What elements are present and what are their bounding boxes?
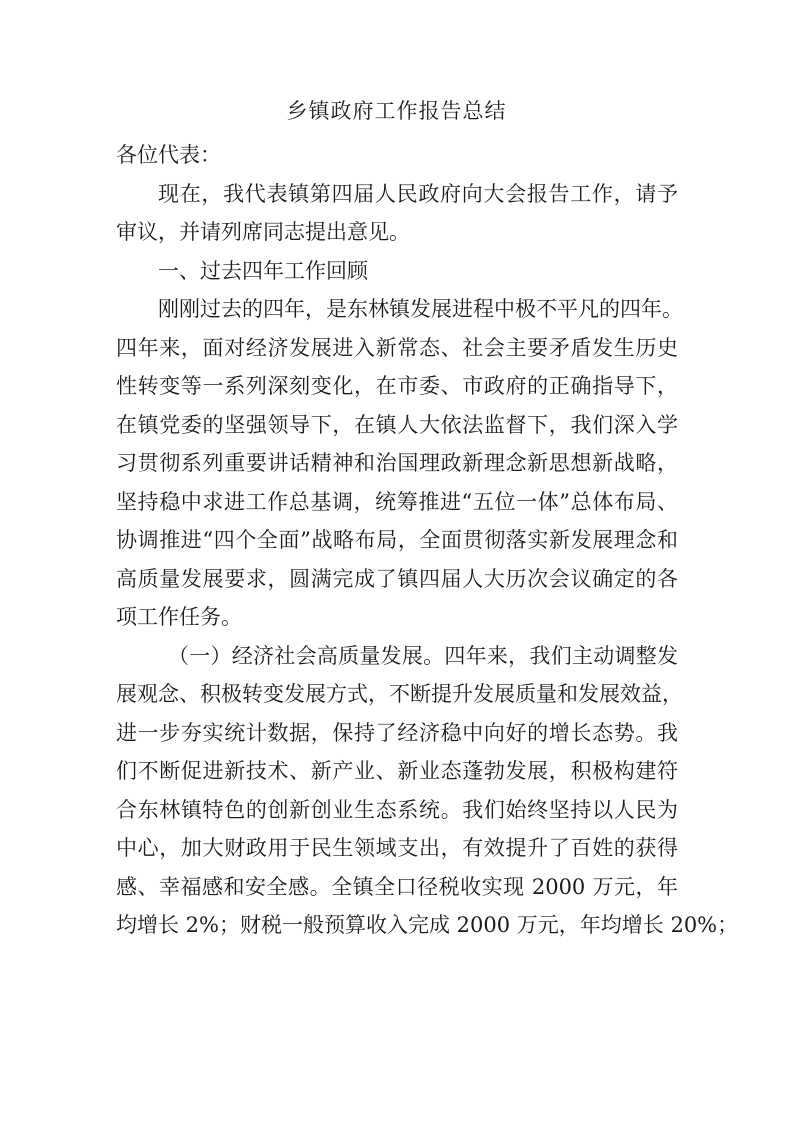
body-line: 一、过去四年工作回顾 <box>158 258 368 283</box>
body-line: 刚刚过去的四年，是东林镇发展进程中极不平凡的四年。 <box>158 297 683 321</box>
document-title: 乡镇政府工作报告总结 <box>286 99 507 123</box>
document-body <box>116 136 739 945</box>
body-line: 各位代表： <box>116 143 221 167</box>
body-line: 现在，我代表镇第四届人民政府向大会报告工作，请予 <box>158 181 678 206</box>
body-line: 项工作任务。 <box>116 605 242 629</box>
body-line: 中心，加大财政用于民生领域支出，有效提升了百姓的获得 <box>116 836 678 860</box>
body-line: 们不断促进新技术、新产业、新业态蓬勃发展，积极构建符 <box>116 759 678 783</box>
body-line: 感、幸福感和安全感。全镇全口径税收实现 2000 万元，年 <box>116 874 678 899</box>
body-line: 性转变等一系列深刻变化，在市委、市政府的正确指导下， <box>116 374 678 398</box>
body-line: 在镇党委的坚强领导下，在镇人大依法监督下，我们深入学 <box>116 412 678 437</box>
body-line: 四年来，面对经济发展进入新常态、社会主要矛盾发生历史 <box>116 335 678 360</box>
body-line: 均增长 2%；财税一般预算收入完成 2000 万元，年均增长 20%； <box>116 913 739 937</box>
body-line: 合东林镇特色的创新创业生态系统。我们始终坚持以人民为 <box>116 797 678 822</box>
body-line: 习贯彻系列重要讲话精神和治国理政新理念新思想新战略， <box>116 451 678 475</box>
body-line: 展观念、积极转变发展方式，不断提升发展质量和发展效益， <box>116 682 683 706</box>
body-line: 审议，并请列席同志提出意见。 <box>116 220 410 244</box>
body-line: 坚持稳中求进工作总基调，统筹推进“五位一体”总体布局、 <box>116 489 678 514</box>
body-line: 协调推进“四个全面”战略布局，全面贯彻落实新发展理念和 <box>116 528 678 552</box>
body-line: 进一步夯实统计数据，保持了经济稳中向好的增长态势。我 <box>116 720 678 745</box>
body-line: 高质量发展要求，圆满完成了镇四届人大历次会议确定的各 <box>116 566 678 591</box>
body-line: （一）经济社会高质量发展。四年来，我们主动调整发 <box>168 643 678 668</box>
